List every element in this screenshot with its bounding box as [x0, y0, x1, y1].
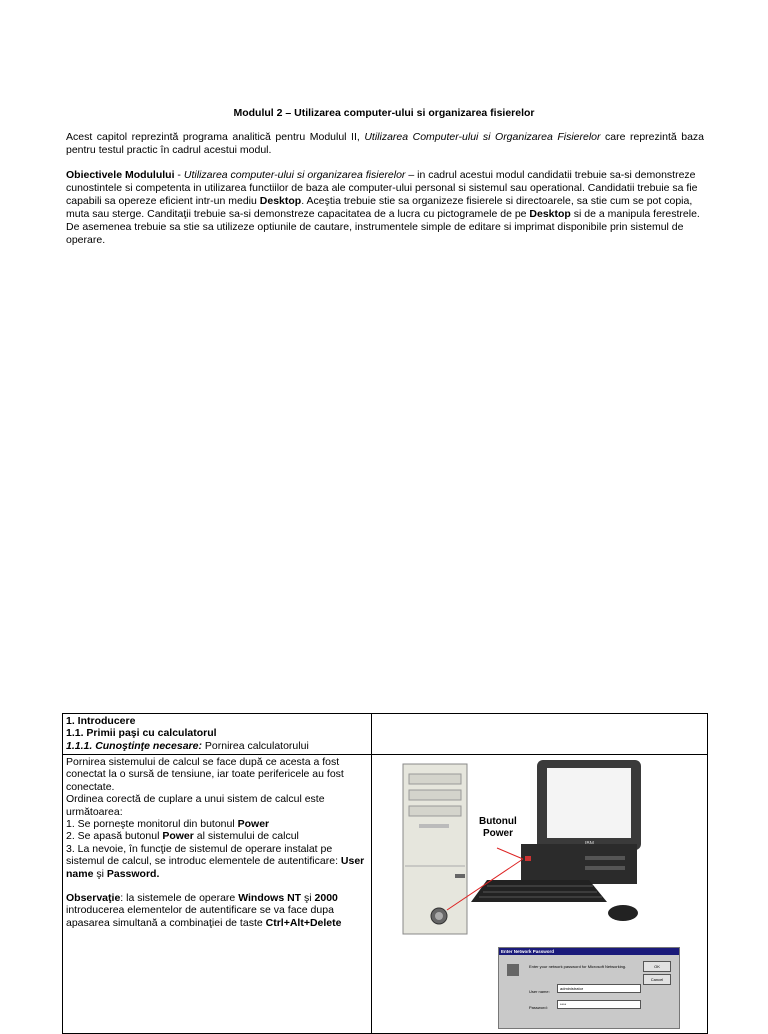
- step-text: 3. La nevoie, în funcţie de sistemul de operare instalat pe sistemul de calcul, se introduc elementele de autentificare:: [66, 842, 341, 868]
- objectives-text-c: si de a manipula ferestrele. De asemenea trebuie sa stie sa utilizeze optiunile de cautare, instrumentele simple de editare si imprimat disponibile prin sistemul de operare.: [66, 208, 700, 246]
- subsection-heading: 1.1. Primii paşi cu calculatorul: [66, 727, 217, 740]
- username-term: User name: [66, 855, 365, 880]
- objectives-dash: -: [174, 169, 184, 181]
- ok-button[interactable]: OK: [643, 961, 671, 972]
- observation-text: : la sistemele de operare: [120, 892, 239, 905]
- objectives-text-b: . Aceştia trebuie stie sa organizeze fisierele si directoarele, sa stie cum se pot copia, muta sau sterge. Canditaţii trebuie sa-si demonstreze capacitatea de a lucra cu pictogramele de pe: [66, 195, 693, 220]
- section-heading-cell: [63, 714, 372, 755]
- power-term: Power: [237, 818, 270, 831]
- step-text: 1. Se porneşte monitorul din butonul: [66, 818, 238, 831]
- content-line: Ordinea corectă de cuplare a unui sistem de calcul este următoarea:: [66, 793, 325, 818]
- intro-module-name: Utilizarea Computer-ului si Organizarea Fisierelor: [364, 131, 601, 143]
- topic-label: 1.1.1. Cunoştinţe necesare:: [66, 739, 202, 752]
- table-header-row: [63, 714, 708, 755]
- step-text: 2. Se apasă butonul: [66, 830, 163, 843]
- intro-text: Acest capitol reprezintă programa analitică pentru Modulul II,: [66, 131, 365, 143]
- power-label-line1: Butonul: [479, 816, 517, 827]
- objectives-paragraph: [66, 169, 704, 247]
- observation-text: introducerea elementelor de autentificare se va face dupa apasarea simultană a combinaţiei de taste: [66, 904, 334, 929]
- cancel-button[interactable]: Cancel: [643, 974, 671, 985]
- password-term: Password.: [106, 867, 160, 880]
- computer-figure: [375, 756, 675, 1010]
- content-text-cell: [63, 755, 372, 1034]
- network-icon: [507, 964, 519, 976]
- key-combo: Ctrl+Alt+Delete: [265, 916, 342, 929]
- spacer: [66, 880, 368, 892]
- power-label-line2: Power: [483, 828, 514, 839]
- dialog-title: Enter Network Password: [499, 948, 679, 955]
- network-password-dialog: [498, 947, 680, 1029]
- desktop-term: Desktop: [529, 208, 571, 220]
- step-2: [66, 830, 368, 842]
- user-name-field[interactable]: administrator: [557, 984, 641, 993]
- empty-cell: [372, 714, 708, 755]
- dialog-prompt: Enter your network password for Microsoft Networking.: [529, 964, 627, 969]
- desktop-case-icon: [521, 844, 637, 884]
- intro-text-end: care reprezintă baza pentru testul practic în cadrul acestui modul.: [66, 131, 704, 156]
- lesson-table: [62, 713, 708, 1034]
- computer-illustration: [375, 756, 675, 946]
- mouse-icon: [608, 905, 638, 921]
- figure-cell: [372, 755, 708, 1034]
- password-label: Password:: [529, 1005, 548, 1010]
- desktop-term: Desktop: [259, 195, 302, 207]
- table-content-row: [63, 755, 708, 1034]
- objectives-label: Obiectivele Modulului: [66, 169, 175, 181]
- keyboard-icon: [471, 880, 607, 902]
- section-heading: 1. Introducere: [66, 715, 136, 727]
- os-name: Windows NT: [238, 892, 302, 905]
- observation-text: şi: [301, 892, 315, 905]
- observation-label: Observaţie: [66, 892, 121, 905]
- password-field[interactable]: ****: [557, 1000, 641, 1009]
- objectives-module-name: Utilizarea computer-ului si organizarea fisierelor: [183, 169, 406, 181]
- intro-paragraph: [66, 131, 704, 157]
- power-term: Power: [162, 830, 194, 843]
- user-name-label: User name:: [529, 989, 550, 994]
- topic-text: Pornirea calculatorului: [201, 739, 309, 752]
- observation: [66, 892, 368, 929]
- os-version: 2000: [314, 892, 338, 905]
- topic-line: [66, 740, 368, 752]
- step-1: [66, 818, 368, 830]
- objectives-text-a: – in cadrul acestui modul candidatii trebuie sa-si demonstreze cunostintele si competenta in utilizarea functiilor de baza ale computer-ului personal si sistemul sau operational. Candidatii trebuie sa fie capabili sa opereze eficient intr-un mediu: [66, 169, 698, 207]
- document-title: Modulul 2 – Utilizarea computer-ului si organizarea fisierelor: [233, 107, 535, 119]
- content-line: Pornirea sistemului de calcul se face după ce acesta a fost conectat la o sursă de tensiune, iar toate perifericele au fost conectate.: [66, 756, 344, 793]
- step-text: al sistemului de calcul: [193, 830, 299, 843]
- step-3: [66, 843, 368, 880]
- step-text: şi: [93, 867, 107, 880]
